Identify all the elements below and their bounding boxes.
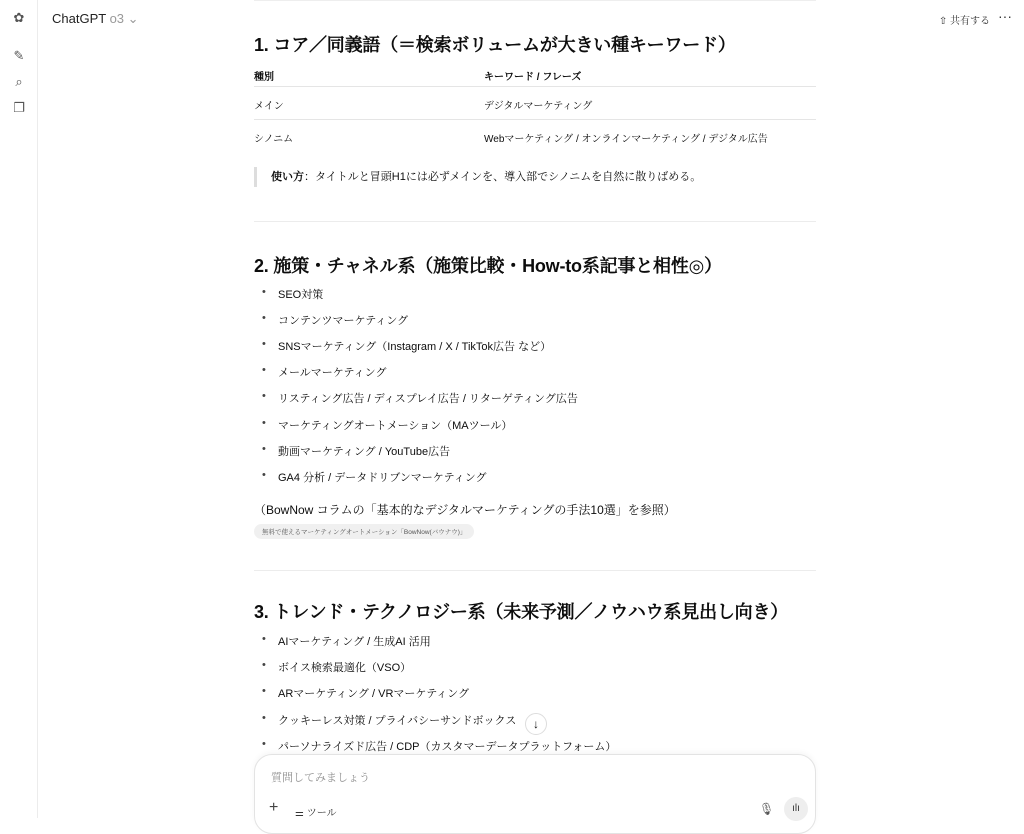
note-text: ：タイトルと冒頭H1には必ずメインを、導入部でシノニムを自然に散りばめる。	[304, 171, 702, 183]
divider	[254, 86, 816, 87]
table-cell: Webマーケティング / オンラインマーケティング / デジタル広告	[484, 134, 768, 145]
table-header: 種別	[254, 72, 274, 83]
list-item: • 動画マーケティング / YouTube広告	[262, 443, 450, 459]
list-item: • パーソナライズド広告 / CDP（カスタマーデータプラットフォーム）	[262, 738, 616, 754]
arrow-down-icon: ↓	[533, 717, 539, 731]
section-heading: 1. コア／同義語（＝検索ボリュームが大きい種キーワード）	[254, 35, 736, 55]
list-item: • コンテンツマーケティング	[262, 312, 408, 328]
scroll-down-button[interactable]	[525, 713, 547, 735]
source-link[interactable]: 無料で使えるマーケティングオートメーション「BowNow(バウナウ)」	[254, 524, 474, 539]
new-chat-icon[interactable]: ✎	[13, 48, 25, 63]
list-item: • リスティング広告 / ディスプレイ広告 / リターゲティング広告	[262, 390, 578, 406]
divider	[254, 119, 816, 120]
list-item: • SNSマーケティング（Instagram / X / TikTok広告 など）	[262, 338, 551, 354]
share-button[interactable]	[939, 12, 990, 27]
table-cell: シノニム	[254, 134, 294, 145]
app-name: ChatGPT	[52, 11, 106, 26]
library-icon[interactable]: ❐	[13, 100, 25, 115]
divider	[254, 221, 816, 222]
table-cell: メイン	[254, 101, 284, 112]
waveform-icon: ılı	[792, 803, 800, 814]
blockquote	[254, 167, 701, 187]
list-item: • ARマーケティング / VRマーケティング	[262, 685, 469, 701]
note-label: 使い方	[271, 171, 304, 183]
tools-label: ツール	[306, 808, 337, 819]
voice-mode-button[interactable]	[784, 797, 808, 821]
divider	[254, 0, 816, 1]
list-item: • ボイス検索最適化（VSO）	[262, 659, 411, 675]
more-options-button[interactable]: ···	[998, 8, 1012, 24]
divider	[254, 570, 816, 571]
share-icon: ⇧	[938, 16, 948, 27]
list-item: • メールマーケティング	[262, 364, 386, 380]
tools-button[interactable]	[295, 804, 337, 819]
section-heading: 2. 施策・チャネル系（施策比較・How-to系記事と相性◎）	[254, 256, 722, 276]
list-item: • クッキーレス対策 / プライバシーサンドボックス	[262, 712, 516, 728]
model-name: o3	[109, 11, 125, 26]
share-label: 共有する	[950, 16, 990, 27]
list-item: • マーケティングオートメーション（MAツール）	[262, 417, 512, 433]
list-item: • GA4 分析 / データドリブンマーケティング	[262, 469, 486, 485]
search-icon[interactable]: ⌕	[15, 74, 23, 89]
reference-text: （BowNow コラムの「基本的なデジタルマーケティングの手法10選」を参照）	[254, 503, 676, 517]
plus-icon[interactable]: +	[269, 799, 279, 816]
table-header: キーワード / フレーズ	[484, 72, 582, 83]
section-heading: 3. トレンド・テクノロジー系（未来予測／ノウハウ系見出し向き）	[254, 602, 789, 622]
list-item: • AIマーケティング / 生成AI 活用	[262, 633, 431, 649]
list-item: • SEO対策	[262, 286, 323, 302]
sliders-icon: ⚌	[295, 808, 304, 819]
model-selector[interactable]	[52, 11, 139, 27]
sidebar	[0, 0, 38, 818]
chevron-down-icon: ⌄	[127, 11, 139, 26]
microphone-icon[interactable]: 🎙︎	[759, 802, 775, 816]
composer[interactable]	[254, 754, 816, 834]
prompt-input[interactable]: 質問してみましょう	[271, 772, 370, 784]
table-cell: デジタルマーケティング	[484, 101, 593, 112]
openai-logo-icon[interactable]: ✿	[13, 10, 25, 25]
